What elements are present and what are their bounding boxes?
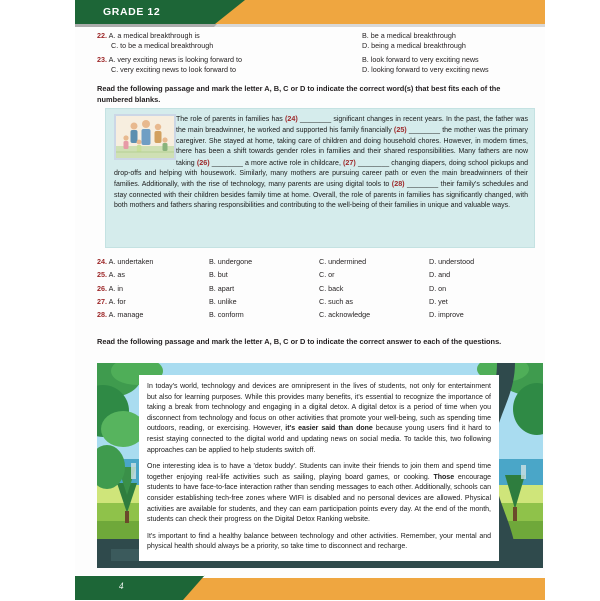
question-number: 24. bbox=[97, 257, 107, 266]
mcq-23-option-c[interactable]: C. very exciting news to look forward to bbox=[111, 64, 237, 74]
passage-reading-box bbox=[97, 363, 543, 568]
option-text: A. undertaken bbox=[108, 257, 154, 266]
passage-reading-text-panel bbox=[139, 375, 499, 561]
para1-post: because young users find it hard to resist staying connected to the digital world and updating news on social media. To tackle this, two following approaches can be applied to help students switch off. bbox=[147, 425, 492, 454]
blank-number: (26) bbox=[196, 157, 210, 167]
question-number: 25. bbox=[97, 270, 107, 280]
option-24-d[interactable]: D. understood bbox=[429, 257, 475, 266]
instruction-reading-comprehension: Read the following passage and mark the letter A, B, C or D to indicate the correct answer to each of the questions. bbox=[97, 337, 502, 346]
worksheet-page bbox=[75, 0, 545, 600]
passage-text-run: ________ a more active role in childcare, bbox=[209, 159, 344, 167]
option-27-b[interactable]: B. unlike bbox=[209, 296, 237, 306]
passage-text-run: ________ the mother was the primary caregiver. She stayed at home, taking care of children and doing household chores. However, in modern times, there has been a shift towards gender roles in families and their shared responsibilities. Many fathers are now taking bbox=[176, 127, 528, 167]
header-green-shadow bbox=[75, 24, 217, 27]
option-text: A. in bbox=[108, 283, 123, 293]
para1-pre: In today's world, technology and devices are omnipresent in the lives of students, not only for entertainment but also for learning purposes. While this provides many benefits, it's essential to recognize the importance of taking a break from technology and engaging in a digital detox. A digital detox is a period of time when you disconnect from technology and focus on other activities that promote your well-being, such as spending time outdoors, reading, or exercising. However, bbox=[147, 383, 491, 433]
option-28-b[interactable]: B. conform bbox=[209, 310, 244, 320]
para2-bold-phrase: Those bbox=[433, 473, 455, 481]
passage-text-run: ________ their family's schedules and stay connected with their children besides family time at home. Overall, the role of parents in families has significantly changed, with both mothers and fathers sharing responsibilities and contributing to the well-being of their families in unique and valuable ways. bbox=[114, 181, 528, 210]
option-28-a[interactable] bbox=[97, 309, 143, 320]
options-row-26 bbox=[97, 283, 542, 296]
option-25-a[interactable] bbox=[97, 269, 125, 280]
passage-cloze-body bbox=[114, 116, 528, 209]
option-27-c[interactable]: C. such as bbox=[319, 296, 353, 306]
mcq-item-23 bbox=[97, 54, 537, 73]
mcq-list bbox=[97, 30, 537, 78]
mcq-22-option-b[interactable]: B. be a medical breakthrough bbox=[362, 31, 456, 40]
option-24-c[interactable]: C. undermined bbox=[319, 257, 367, 266]
mcq-23-option-d[interactable]: D. looking forward to very exciting news bbox=[362, 64, 489, 74]
blank-number: (27) bbox=[343, 157, 356, 167]
option-text: A. very exciting news is looking forward to bbox=[108, 55, 243, 65]
passage-text-run: The role of parents in families has bbox=[176, 116, 285, 123]
option-24-b[interactable]: B. undergone bbox=[209, 257, 253, 266]
passage-paragraph-1 bbox=[147, 382, 491, 456]
para2-pre: One interesting idea is to have a 'detox buddy'. Students can invite their friends to join them and spend time together enjoying real-life activities such as sailing, playing board games, or cooking. bbox=[147, 463, 491, 481]
option-25-c[interactable]: C. or bbox=[319, 270, 335, 280]
option-text: A. for bbox=[108, 296, 126, 306]
options-row-28 bbox=[97, 309, 542, 322]
grade-label: GRADE 12 bbox=[103, 6, 161, 18]
question-number: 28. bbox=[97, 310, 107, 320]
mcq-22-option-d[interactable]: D. being a medical breakthrough bbox=[362, 40, 466, 50]
option-25-d[interactable]: D. and bbox=[429, 270, 451, 280]
passage-cloze-box bbox=[105, 108, 535, 248]
passage-paragraph-3: It's important to find a healthy balance between technology and other activities. Remember, your mental and physical health should always be a priority, so take time to disconnect and recharge. bbox=[147, 532, 491, 551]
question-number: 23. bbox=[97, 55, 107, 65]
option-26-d[interactable]: D. on bbox=[429, 283, 447, 293]
option-26-a[interactable] bbox=[97, 283, 123, 294]
passage-paragraph-2 bbox=[147, 462, 491, 526]
footer-green-tab bbox=[75, 575, 205, 601]
option-24-a[interactable] bbox=[97, 256, 153, 267]
instruction-fill-blanks: Read the following passage and mark the letter A, B, C or D to indicate the correct word(s) that best fits each of the numbered blanks. bbox=[97, 84, 501, 104]
page-header bbox=[75, 0, 545, 26]
blank-number: (25) bbox=[393, 125, 407, 135]
option-26-b[interactable]: B. apart bbox=[209, 283, 235, 293]
option-28-d[interactable]: D. improve bbox=[429, 310, 464, 320]
passage-text-run: ________ significant changes in recent years. In the past, the father was the main breadwinner, he worked and supported his family financially bbox=[176, 116, 528, 135]
mcq-item-22 bbox=[97, 30, 537, 49]
option-27-a[interactable] bbox=[97, 296, 126, 307]
options-row-24 bbox=[97, 256, 542, 269]
page-number: 4 bbox=[119, 581, 124, 591]
mcq-23-option-b[interactable]: B. look forward to very exciting news bbox=[362, 55, 479, 65]
option-28-c[interactable]: C. acknowledge bbox=[319, 310, 371, 320]
family-illustration-spacer bbox=[114, 114, 176, 160]
options-row-27 bbox=[97, 296, 542, 309]
option-25-b[interactable]: B. but bbox=[209, 270, 228, 280]
passage-cloze-text bbox=[114, 114, 528, 212]
question-number: 22. bbox=[97, 31, 107, 40]
option-26-c[interactable]: C. back bbox=[319, 283, 344, 293]
option-27-d[interactable]: D. yet bbox=[429, 296, 448, 306]
option-text: A. a medical breakthrough is bbox=[108, 31, 200, 40]
passage-text-run: ________ changing diapers, doing school pickups and drop-offs and helping with housework. Similarly, many mothers are pursuing career path or even the main breadwinners of their families. Additionally, with the rise of technology, many parents are using digital tools to bbox=[114, 159, 528, 189]
para2-post: encourage students to have face-to-face interaction rather than sending messages to each other. Additionally, schools can consider establishing tech-free zones where WIFI is disabled and no personal devices are allowed. Physical activities are available for students, and they can earn participation points every day. At the end of the month, students can check their progress on the Digital Detox Ranking website. bbox=[147, 473, 491, 524]
blank-number: (28) bbox=[391, 179, 405, 189]
options-row-25 bbox=[97, 269, 542, 282]
option-text: A. manage bbox=[108, 310, 144, 320]
question-number: 27. bbox=[97, 296, 107, 306]
options-grid-24-28 bbox=[97, 256, 542, 322]
mcq-22-option-c[interactable]: C. to be a medical breakthrough bbox=[111, 40, 214, 50]
para1-bold-phrase: it's easier said than done bbox=[285, 425, 373, 433]
question-number: 26. bbox=[97, 283, 107, 293]
blank-number: (24) bbox=[284, 114, 298, 123]
option-text: A. as bbox=[108, 270, 125, 280]
page-footer bbox=[75, 575, 545, 600]
